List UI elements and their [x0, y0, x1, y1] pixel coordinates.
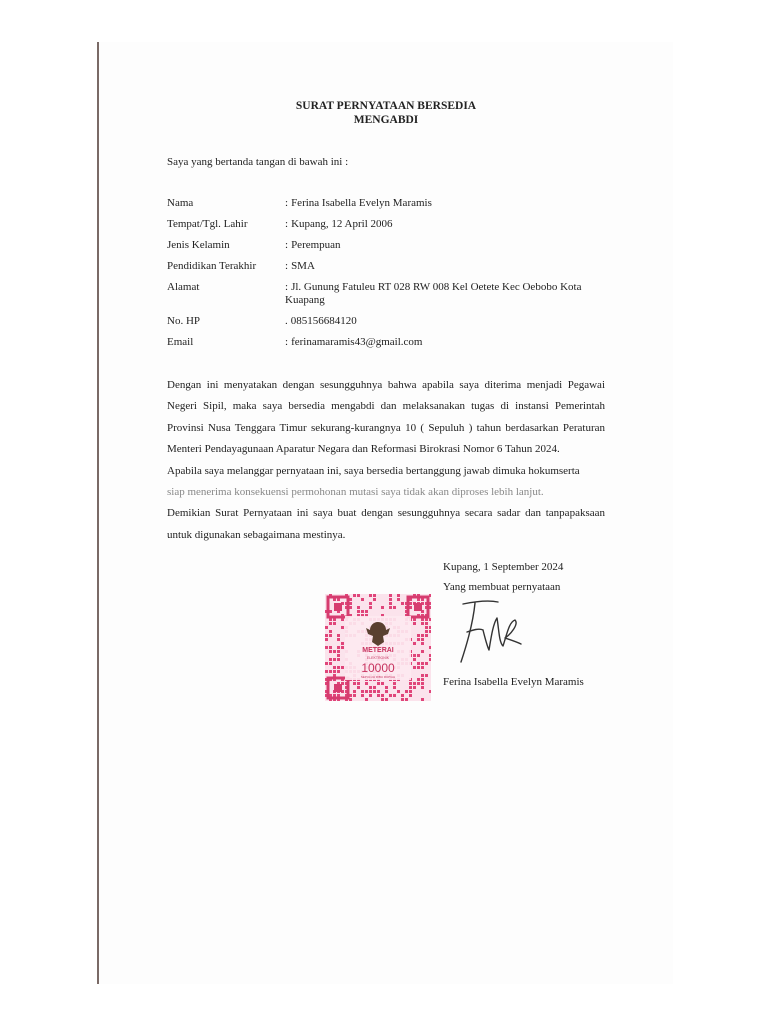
- made-by-label: Yang membuat pernyataan: [443, 581, 561, 593]
- handwritten-signature: [453, 594, 523, 669]
- field-row: Alamat : Jl. Gunung Fatuleu RT 028 RW 008 Kel Oetete Kec Oebobo Kota Kuapang: [167, 281, 582, 306]
- statement-paragraph-3: Demikian Surat Pernyataan ini saya buat dengan sesungguhnya secara sadar dan tanpapaksaan untuk digunakan sebagaimana mestinya.: [167, 507, 605, 541]
- field-label: Alamat: [167, 281, 200, 293]
- intro-text: Saya yang bertanda tangan di bawah ini :: [167, 156, 349, 168]
- signature-block: [443, 557, 563, 597]
- statement-body: [167, 375, 605, 546]
- field-row: Email : ferinamaramis43@gmail.com: [167, 336, 423, 348]
- field-label: Nama: [167, 197, 194, 209]
- title-line-2: MENGABDI: [353, 114, 419, 126]
- meterai-sublabel: ELEKTRONIK: [366, 656, 390, 660]
- meterai-footer: SEPULUH RIBU RUPIAH: [360, 675, 396, 679]
- meterai-stamp: [325, 594, 431, 701]
- place-date: Kupang, 1 September 2024: [443, 561, 564, 573]
- field-value: Ferina Isabella Evelyn Maramis: [291, 197, 432, 209]
- meterai-label: METERAI: [362, 647, 394, 654]
- statement-paragraph-2: Apabila saya melanggar pernyataan ini, saya bersedia bertanggung jawab dimuka hokumserta: [167, 464, 580, 477]
- statement-paragraph-1: Dengan ini menyatakan dengan sesungguhnya bahwa apabila saya diterima menjadi Pegawai Negeri Sipil, maka saya bersedia mengabdi dan melaksanakan tugas di instansi Pemerintah Provinsi Nusa Tenggara Timur sekurang-kurangnya 10 ( Sepuluh ) tahun berdasarkan Peraturan Menteri Pendayagunaan Aparatur Negara dan Reformasi Birokrasi Nomor 6 Tahun 2024.: [167, 379, 605, 456]
- field-row: Tempat/Tgl. Lahir : Kupang, 12 April 2006: [167, 218, 393, 230]
- field-value: ferinamaramis43@gmail.com: [291, 336, 423, 348]
- document-page: [97, 42, 673, 984]
- document-title: [99, 99, 673, 127]
- field-row: Jenis Kelamin : Perempuan: [167, 239, 341, 251]
- field-value: Jl. Gunung Fatuleu RT 028 RW 008 Kel Oetete Kec Oebobo Kota Kuapang: [285, 281, 582, 306]
- field-row: Pendidikan Terakhir : SMA: [167, 260, 315, 272]
- field-row: Nama : Ferina Isabella Evelyn Maramis: [167, 197, 432, 209]
- statement-paragraph-2-faded: siap menerima konsekuensi permohonan mutasi saya tidak akan diproses lebih lanjut.: [167, 486, 544, 499]
- field-value: Kupang, 12 April 2006: [291, 218, 393, 230]
- field-label: Email: [167, 336, 194, 348]
- title-line-1: SURAT PERNYATAAN BERSEDIA: [295, 100, 477, 112]
- field-value: 085156684120: [290, 315, 357, 327]
- field-value: Perempuan: [291, 239, 341, 251]
- field-label: Pendidikan Terakhir: [167, 260, 257, 272]
- field-label: No. HP: [167, 315, 201, 327]
- signer-name: Ferina Isabella Evelyn Maramis: [443, 676, 584, 688]
- field-value: SMA: [291, 260, 315, 272]
- field-label: Tempat/Tgl. Lahir: [167, 218, 248, 230]
- meterai-amount: 10000: [361, 661, 395, 675]
- field-row: No. HP . 085156684120: [167, 315, 357, 327]
- identity-fields: [167, 197, 607, 357]
- field-label: Jenis Kelamin: [167, 239, 230, 251]
